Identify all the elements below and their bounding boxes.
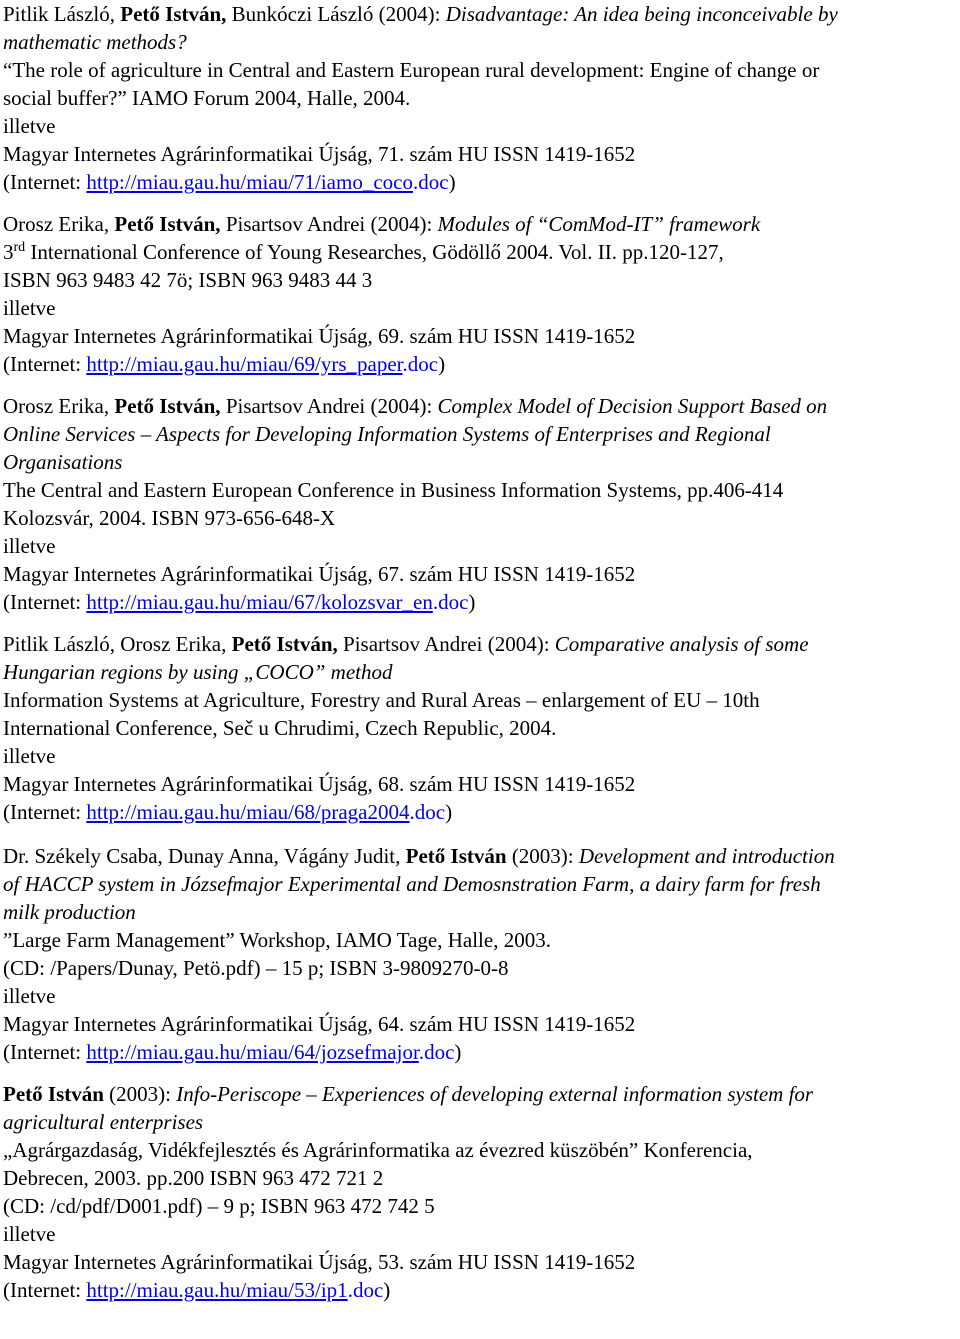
entry-line [3, 630, 958, 658]
internet-prefix: (Internet: [3, 1278, 87, 1302]
journal-text: Magyar Internetes Agrárinformatikai Újság, 53. szám HU ISSN 1419-1652 [3, 1250, 636, 1274]
journal-text: Magyar Internetes Agrárinformatikai Újság, 69. szám HU ISSN 1419-1652 [3, 324, 636, 348]
entry-line [3, 842, 958, 870]
reference-entry [3, 1080, 958, 1304]
internet-prefix: (Internet: [3, 590, 87, 614]
entry-line [3, 954, 958, 982]
entry-line [3, 1164, 958, 1192]
entry-line [3, 1108, 958, 1136]
entry-line [3, 28, 958, 56]
venue-text: International Conference of Young Researches, Gödöllő 2004. Vol. II. pp.120-127, [25, 240, 724, 264]
venue-text: Kolozsvár, 2004. ISBN 973-656-648-X [3, 506, 336, 530]
authors-text: Pisartsov Andrei (2004): [220, 212, 438, 236]
internet-suffix: ) [468, 590, 476, 614]
entry-line [3, 1192, 958, 1220]
illetve-label: illetve [3, 744, 56, 768]
isbn-text: (CD: /cd/pdf/D001.pdf) – 9 p; ISBN 963 472 742 5 [3, 1194, 435, 1218]
internet-suffix: ) [454, 1040, 462, 1064]
entry-line [3, 870, 958, 898]
venue-text: The Central and Eastern European Conference in Business Information Systems, pp.406-414 [3, 478, 784, 502]
entry-line [3, 658, 958, 686]
illetve-label: illetve [3, 984, 56, 1008]
paper-title: Development and introduction [578, 844, 835, 868]
authors-text: Pitlik László, [3, 2, 121, 26]
venue-text: Debrecen, 2003. pp.200 ISBN 963 472 721 2 [3, 1166, 384, 1190]
entry-line [3, 392, 958, 420]
isbn-text: ISBN 963 9483 42 7ö; ISBN 963 9483 44 3 [3, 268, 373, 292]
journal-text: Magyar Internetes Agrárinformatikai Újság, 68. szám HU ISSN 1419-1652 [3, 772, 636, 796]
entry-line [3, 84, 958, 112]
authors-text: Orosz Erika, [3, 212, 115, 236]
paper-title: Organisations [3, 450, 123, 474]
reference-entry [3, 392, 958, 616]
authors-text: Orosz Erika, [3, 394, 115, 418]
internet-line [3, 350, 958, 378]
paper-title: Hungarian regions by using „COCO” method [3, 660, 393, 684]
paper-title: agricultural enterprises [3, 1110, 204, 1134]
entry-line [3, 898, 958, 926]
link-extension[interactable]: .doc [418, 1040, 455, 1064]
authors-text: Bunkóczi László (2004): [226, 2, 446, 26]
internet-suffix: ) [448, 170, 456, 194]
illetve-label: illetve [3, 296, 56, 320]
internet-prefix: (Internet: [3, 1040, 87, 1064]
journal-text: Magyar Internetes Agrárinformatikai Újság, 67. szám HU ISSN 1419-1652 [3, 562, 636, 586]
spacer [3, 826, 958, 842]
entry-line [3, 504, 958, 532]
journal-text: Magyar Internetes Agrárinformatikai Újság, 64. szám HU ISSN 1419-1652 [3, 1012, 636, 1036]
paper-title: Complex Model of Decision Support Based on [437, 394, 828, 418]
paper-title: Info-Periscope – Experiences of developing external information system for [176, 1082, 814, 1106]
illetve-label: illetve [3, 114, 56, 138]
entry-line [3, 926, 958, 954]
document-page [3, 0, 958, 1304]
entry-line [3, 0, 958, 28]
reference-entry [3, 0, 958, 196]
venue-text: ”Large Farm Management” Workshop, IAMO Tage, Halle, 2003. [3, 928, 551, 952]
spacer [3, 196, 958, 210]
spacer [3, 1066, 958, 1080]
entry-line [3, 56, 958, 84]
authors-text: Pisartsov Andrei (2004): [337, 632, 555, 656]
highlighted-author: Pető István, [114, 394, 221, 418]
entry-line [3, 238, 958, 266]
venue-text: Information Systems at Agriculture, Forestry and Rural Areas – enlargement of EU – 10th [3, 688, 760, 712]
venue-text: International Conference, Seč u Chrudimi, Czech Republic, 2004. [3, 716, 557, 740]
authors-text: Pitlik László, Orosz Erika, [3, 632, 232, 656]
spacer [3, 378, 958, 392]
venue-text: „Agrárgazdaság, Vidékfejlesztés és Agrárinformatika az évezred küszöbén” Konferencia, [3, 1138, 753, 1162]
internet-line [3, 1038, 958, 1066]
reference-link[interactable]: http://miau.gau.hu/miau/71/iamo_coco [86, 170, 413, 194]
internet-prefix: (Internet: [3, 170, 87, 194]
paper-title: mathematic methods? [3, 30, 187, 54]
highlighted-author: Pető István, [231, 632, 338, 656]
paper-title: Online Services – Aspects for Developing Information Systems of Enterprises and Regional [3, 422, 771, 446]
ordinal-suffix: rd [13, 240, 26, 255]
reference-link[interactable]: http://miau.gau.hu/miau/69/yrs_paper [86, 352, 403, 376]
authors-text: Dr. Székely Csaba, Dunay Anna, Vágány Judit, [3, 844, 406, 868]
authors-text: (2003): [506, 844, 579, 868]
entry-line [3, 476, 958, 504]
entry-line [3, 714, 958, 742]
entry-line [3, 686, 958, 714]
highlighted-author: Pető István, [114, 212, 221, 236]
reference-link[interactable]: http://miau.gau.hu/miau/53/ip1 [86, 1278, 348, 1302]
spacer [3, 616, 958, 630]
entry-line [3, 448, 958, 476]
paper-title: of HACCP system in Józsefmajor Experimental and Demosnstration Farm, a dairy farm for fresh [3, 872, 821, 896]
journal-text: Magyar Internetes Agrárinformatikai Újság, 71. szám HU ISSN 1419-1652 [3, 142, 636, 166]
paper-title: milk production [3, 900, 136, 924]
link-extension[interactable]: .doc [409, 800, 446, 824]
entry-line [3, 1080, 958, 1108]
paper-title: Modules of “ComMod-IT” framework [437, 212, 761, 236]
reference-link[interactable]: http://miau.gau.hu/miau/68/praga2004 [86, 800, 410, 824]
internet-line [3, 588, 958, 616]
link-extension[interactable]: .doc [347, 1278, 384, 1302]
isbn-text: (CD: /Papers/Dunay, Petö.pdf) – 15 p; ISBN 3-9809270-0-8 [3, 956, 509, 980]
link-extension[interactable]: .doc [432, 590, 469, 614]
reference-entry [3, 210, 958, 378]
paper-title: Disadvantage: An idea being inconceivable by [445, 2, 838, 26]
internet-line [3, 798, 958, 826]
authors-text: Pisartsov Andrei (2004): [220, 394, 438, 418]
internet-suffix: ) [438, 352, 446, 376]
highlighted-author: Pető István, [120, 2, 227, 26]
entry-line [3, 210, 958, 238]
highlighted-author: Pető István [3, 1082, 104, 1106]
internet-line [3, 168, 958, 196]
link-extension[interactable]: .doc [402, 352, 439, 376]
venue-text: “The role of agriculture in Central and Eastern European rural development: Engine of change or [3, 58, 820, 82]
venue-text: social buffer?” IAMO Forum 2004, Halle, 2004. [3, 86, 411, 110]
link-extension[interactable]: .doc [412, 170, 449, 194]
illetve-label: illetve [3, 534, 56, 558]
internet-prefix: (Internet: [3, 352, 87, 376]
internet-prefix: (Internet: [3, 800, 87, 824]
reference-link[interactable]: http://miau.gau.hu/miau/64/jozsefmajor [86, 1040, 419, 1064]
ordinal-number: 3 [3, 240, 14, 264]
reference-link[interactable]: http://miau.gau.hu/miau/67/kolozsvar_en [86, 590, 433, 614]
internet-line [3, 1276, 958, 1304]
internet-suffix: ) [383, 1278, 391, 1302]
reference-entry [3, 842, 958, 1066]
internet-suffix: ) [445, 800, 453, 824]
highlighted-author: Pető István [405, 844, 507, 868]
entry-line [3, 266, 958, 294]
authors-text: (2003): [103, 1082, 177, 1106]
reference-entry [3, 630, 958, 826]
entry-line [3, 1136, 958, 1164]
illetve-label: illetve [3, 1222, 56, 1246]
paper-title: Comparative analysis of some [554, 632, 809, 656]
entry-line [3, 420, 958, 448]
